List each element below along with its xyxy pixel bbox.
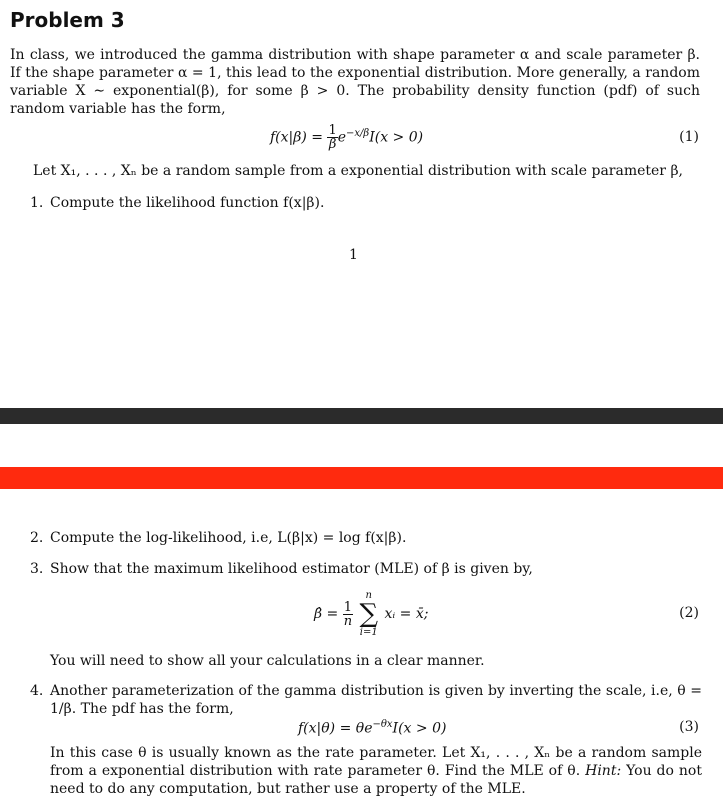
- question-4-number: 4.: [30, 683, 44, 699]
- question-2: [30, 529, 702, 547]
- eq3-lhs: f(x|θ) = θe: [298, 720, 373, 737]
- hint-label: Hint:: [585, 763, 622, 779]
- equation-1: [270, 124, 423, 151]
- question-1-text: Compute the likelihood function f(x|β).: [50, 195, 325, 211]
- page-divider-dark: [0, 408, 723, 424]
- eq3-exp: −θx: [372, 719, 393, 730]
- let-sentence: Let X₁, . . . , Xₙ be a random sample from a exponential distribution with scale parameter β,: [33, 163, 683, 179]
- question-4: [30, 682, 702, 718]
- eq1-base: e: [337, 129, 347, 146]
- question-1-number: 1.: [30, 195, 44, 211]
- equation-2: [314, 590, 428, 638]
- eq1-exp: −x/β: [346, 127, 370, 139]
- equation-1-number: (1): [679, 129, 699, 145]
- question-4-text: Another parameterization of the gamma distribution is given by inverting the scale, i.e, θ = 1/β. The pdf has the form,: [50, 683, 702, 717]
- question-1: [30, 194, 702, 212]
- calculation-note: You will need to show all your calculations in a clear manner.: [50, 653, 485, 669]
- problem-title: Problem 3: [10, 8, 125, 32]
- question-3-text: Show that the maximum likelihood estimator (MLE) of β is given by,: [50, 561, 533, 577]
- rate-paragraph: [50, 744, 702, 798]
- eq1-lhs: f(x|β) =: [270, 129, 323, 146]
- summation-symbol: n ∑ i=1: [359, 590, 379, 638]
- page-divider-red: [0, 467, 723, 489]
- rate-text: In this case θ is usually known as the rate parameter. Let X₁, . . . , Xₙ be a random sample from a exponential distribution with rate parameter θ. Find the MLE of θ.: [50, 745, 702, 779]
- equation-2-number: (2): [679, 605, 699, 621]
- intro-paragraph: In class, we introduced the gamma distribution with shape parameter α and scale parameter β. If the shape parameter α = 1, this lead to the exponential distribution. More generally, a random variable X ∼ exponential(β), for some β > 0. The probability density function (pdf) of such random variable has the form,: [10, 47, 700, 117]
- equation-3-number: (3): [679, 719, 699, 735]
- eq1-fraction: $\frac{1}{\beta}$: [328, 123, 337, 152]
- hint-text: You do not need to do any computation, but rather use a property of the MLE.: [50, 763, 702, 797]
- question-3: [30, 560, 702, 578]
- eq3-tail: I(x > 0): [392, 720, 447, 737]
- equation-3: [298, 716, 446, 738]
- eq1-tail: I(x > 0): [369, 129, 424, 146]
- eq2-body: xᵢ = x̄;: [384, 606, 429, 622]
- question-2-text: Compute the log-likelihood, i.e, L(β|x) = log f(x|β).: [50, 530, 407, 546]
- eq2-lhs: β̂ =: [314, 606, 339, 622]
- question-3-number: 3.: [30, 561, 44, 577]
- page-number: 1: [349, 247, 358, 263]
- question-2-number: 2.: [30, 530, 44, 546]
- eq2-fraction: $\frac{1}{n}$: [343, 599, 353, 629]
